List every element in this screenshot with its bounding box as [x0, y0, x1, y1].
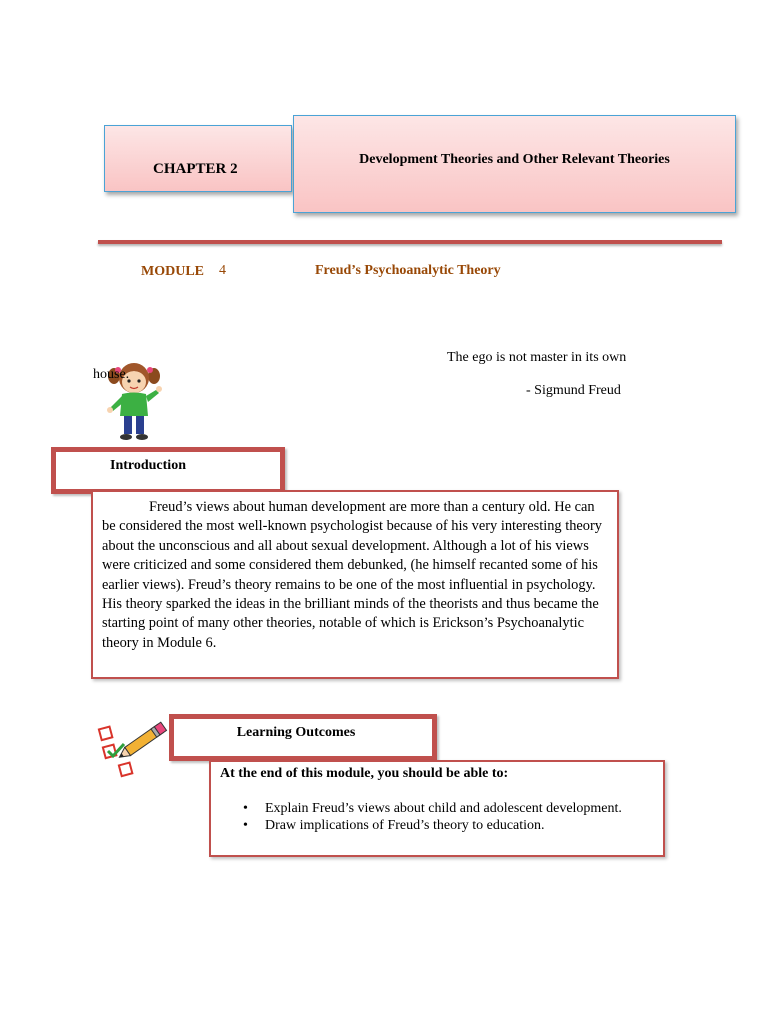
- introduction-heading-box: [51, 447, 285, 494]
- module-number: 4: [219, 263, 226, 278]
- learning-outcomes-body-box: [209, 760, 665, 857]
- module-label: MODULE: [141, 264, 204, 279]
- chapter-label: CHAPTER 2: [153, 161, 238, 177]
- bullet-icon: •: [243, 818, 248, 833]
- introduction-text: Freud’s views about human development are more than a century old. He can be considered the most well-known psychologist because of his very interesting theory about the unconscious and all about sexual development. Although a lot of his views were criticized and some considered them debunked, (he himself recanted some of his earlier views). Freud’s theory remains to be one of the most influential in psychology. His theory sparked the ideas in the brilliant minds of the theorists and thus became the starting point of many other theories, notable of which is Erickson’s Psychoanalytic theory in Module 6.: [102, 499, 602, 651]
- module-title: Freud’s Psychoanalytic Theory: [315, 263, 501, 278]
- quote-line-2: house.: [93, 367, 130, 382]
- list-item: [243, 800, 625, 817]
- bullet-icon: •: [243, 801, 248, 816]
- header-divider: [98, 240, 722, 244]
- learning-outcomes-heading: Learning Outcomes: [236, 725, 356, 740]
- list-item: [243, 817, 625, 834]
- checklist-pencil-icon: [94, 716, 172, 784]
- list-item-text: Draw implications of Freud’s theory to education.: [265, 818, 545, 833]
- chapter-title: Development Theories and Other Relevant Theories: [359, 152, 670, 167]
- list-item-text: Explain Freud’s views about child and adolescent development.: [265, 801, 622, 816]
- learning-outcomes-intro: At the end of this module, you should be able to:: [220, 766, 509, 781]
- quote-line-1: The ego is not master in its own: [447, 350, 627, 365]
- chapter-title-box: [293, 115, 736, 213]
- introduction-heading: Introduction: [110, 458, 186, 473]
- learning-outcomes-list: [243, 800, 625, 834]
- chapter-box: [104, 125, 292, 192]
- introduction-body-box: [91, 490, 619, 679]
- quote-author: - Sigmund Freud: [526, 383, 621, 398]
- learning-outcomes-heading-box: [169, 714, 437, 761]
